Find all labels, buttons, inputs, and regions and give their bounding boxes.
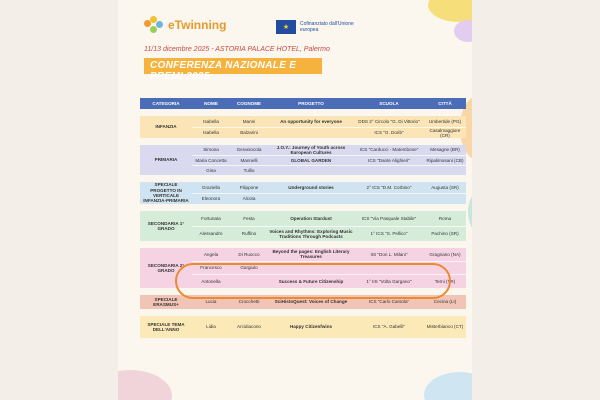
table-row	[192, 116, 466, 127]
cell-citta: Augusta (SR)	[431, 184, 459, 190]
cell-nome: Angela	[203, 251, 219, 257]
cell-progetto: Operation Stardust	[290, 215, 332, 221]
cell-cognome: Festa	[243, 215, 255, 221]
section-category: SPECIALE ERASMUS+	[153, 296, 179, 307]
cell-progetto: J.O.Y.: Journey of Youth across European Cultures	[276, 144, 346, 155]
cell-scuola: ICS "Carlo Carsola"	[368, 299, 410, 305]
hand-drawn-highlight	[175, 263, 451, 299]
cell-nome: Isabella	[203, 130, 219, 136]
cell-scuola: IIS "Don L. Milani"	[370, 251, 408, 257]
section-rows	[192, 116, 466, 138]
cell-citta: Gragnano (NA)	[429, 251, 461, 257]
cell-cognome: Ruffino	[241, 231, 257, 237]
cell-cognome: Crocchetti	[238, 299, 260, 305]
table-row	[192, 155, 466, 165]
cell-nome: Antonella	[201, 279, 221, 285]
table-section	[140, 182, 466, 204]
cell-scuola: 2° ICS "D.M. Corbino"	[366, 184, 412, 190]
cell-nome: Graziella	[201, 184, 221, 190]
section-category: PRIMARIA	[154, 157, 178, 163]
cell-citta	[424, 194, 466, 205]
cell-nome: Gina	[206, 167, 216, 173]
table-row	[192, 316, 466, 338]
cell-nome: Lucia	[205, 299, 217, 305]
cell-citta: Ripalimosani (CB)	[426, 157, 464, 163]
cell-progetto: Voices and Rhythms: Exploring Music Traditions Through Podcasts	[269, 228, 353, 239]
cell-nome: Francesco	[200, 265, 222, 271]
cell-citta: Cecina (LI)	[433, 299, 457, 305]
header-citta: CITTÀ	[438, 101, 452, 106]
decorative-blob	[428, 0, 472, 22]
cell-citta: Umbertide (PG)	[428, 118, 462, 124]
table-row	[192, 248, 466, 261]
cell-cognome: Di Ruocco	[238, 251, 260, 257]
event-date: 11/13 dicembre 2025 - ASTORIA PALACE HOTEL, Palermo	[144, 46, 330, 53]
decorative-blob	[118, 370, 172, 400]
decorative-blob	[424, 372, 472, 400]
cell-progetto: Success & Future Citizenship	[278, 279, 344, 285]
cell-cognome: Manni	[242, 118, 256, 124]
cell-scuola: 1° ICS "S. Pellico"	[370, 231, 408, 237]
cell-citta: Mesagne (BR)	[430, 147, 460, 153]
table-body	[140, 116, 466, 338]
section-category: SPECIALE PROGETTO IN VERTICALE INFANZIA-PRIMARIA	[143, 182, 189, 204]
cell-nome: Lidia	[206, 324, 216, 330]
cell-cognome: Alcota	[242, 196, 256, 202]
section-rows	[192, 211, 466, 241]
cell-cognome: Arcidiacono	[236, 324, 261, 330]
cell-progetto: Happy Citizenfwins	[289, 324, 333, 330]
cell-cognome: Mannelli	[240, 157, 258, 163]
cell-nome: Fortunata	[201, 215, 221, 221]
eu-cofunding-badge	[276, 20, 358, 34]
cell-progetto: Beyond the pages: English Literary Treasures	[272, 249, 350, 260]
cell-nome: Isabella	[203, 118, 219, 124]
cell-progetto: SciHistoQuest: Voices of Change	[274, 299, 348, 305]
table-row	[192, 165, 466, 175]
cell-citta	[424, 166, 466, 175]
header-categoria: CATEGORIA	[152, 101, 180, 106]
section-category: SPECIALE TEMA DELL'ANNO	[147, 321, 185, 332]
cell-citta: Pachino (SR)	[431, 231, 459, 237]
cell-progetto	[268, 166, 354, 175]
table-row	[192, 182, 466, 193]
cell-progetto	[268, 194, 354, 205]
header-progetto: PROGETTO	[298, 101, 324, 106]
logo-text: eTwinning	[168, 18, 227, 32]
section-rows	[192, 182, 466, 204]
eu-text: Cofinanziato dall'Unione europea	[300, 21, 354, 33]
cell-cognome: Tullio	[243, 167, 255, 173]
header-nome: NOME	[204, 101, 218, 106]
header-cognome: COGNOME	[236, 101, 262, 106]
decorative-blob	[468, 190, 472, 234]
cell-scuola: ICS "G. Dorib"	[374, 130, 404, 136]
cell-nome: Eleonora	[201, 196, 221, 202]
document-page	[118, 0, 472, 400]
cell-cognome: Gargiulo	[240, 265, 258, 271]
table-header	[140, 98, 466, 109]
section-rows	[192, 316, 466, 338]
table-section	[140, 145, 466, 175]
cell-cognome: Geraniocola	[236, 147, 262, 153]
table-row	[192, 193, 466, 205]
cell-scuola: ICS "Carducci - Matembone"	[359, 147, 419, 153]
cell-scuola: ICS "A. Gabelli"	[372, 324, 406, 330]
table-section	[140, 211, 466, 241]
cell-cognome: Balzarini	[240, 130, 258, 136]
cell-cognome: Filippone	[239, 184, 259, 190]
etwinning-logo	[144, 16, 226, 34]
section-category: SECONDARIA 1° GRADO	[147, 220, 185, 231]
cell-scuola: ICS "Via Pasquale Stabile"	[361, 215, 417, 221]
cell-progetto: GLOBAL GARDEN	[290, 157, 332, 163]
cell-nome: Simona	[203, 147, 219, 153]
conference-title: CONFERENZA NAZIONALE E PREMI 2025	[144, 58, 322, 74]
section-category: SECONDARIA 2° GRADO	[147, 262, 185, 273]
header-scuola: SCUOLA	[379, 101, 399, 106]
table-section	[140, 316, 466, 338]
table-row	[192, 127, 466, 139]
cell-scuola	[354, 166, 424, 175]
cell-citta: Terni (TR)	[434, 279, 456, 285]
cell-scuola: 1° IIS "Volta Gargano"	[366, 279, 412, 285]
cell-citta: Misterbianco (CT)	[426, 324, 464, 330]
cell-scuola: DDS 2° Circolo "G. Di Vittorio"	[358, 118, 420, 124]
cell-progetto	[268, 128, 354, 139]
cell-scuola: ICS "Dante Alighieri"	[368, 157, 410, 163]
section-category: INFANZIA	[155, 124, 177, 130]
table-section	[140, 116, 466, 138]
cell-nome: Alessandro	[199, 231, 223, 237]
section-rows	[192, 145, 466, 175]
cell-citta: Roma	[438, 215, 452, 221]
etwinning-logo-icon	[144, 16, 166, 34]
table-row	[192, 145, 466, 155]
cell-citta: Casalmaggiore (CR)	[429, 127, 461, 138]
eu-flag-icon: ★	[276, 20, 296, 34]
cell-scuola	[354, 194, 424, 205]
cell-progetto: An opportunity for everyone	[280, 118, 342, 124]
cell-nome: Maria Concetta	[195, 157, 227, 163]
decorative-blob	[454, 20, 472, 42]
table-row	[192, 226, 466, 242]
table-row	[192, 211, 466, 226]
awards-table	[140, 98, 466, 338]
cell-progetto: Underground stories	[288, 184, 334, 190]
